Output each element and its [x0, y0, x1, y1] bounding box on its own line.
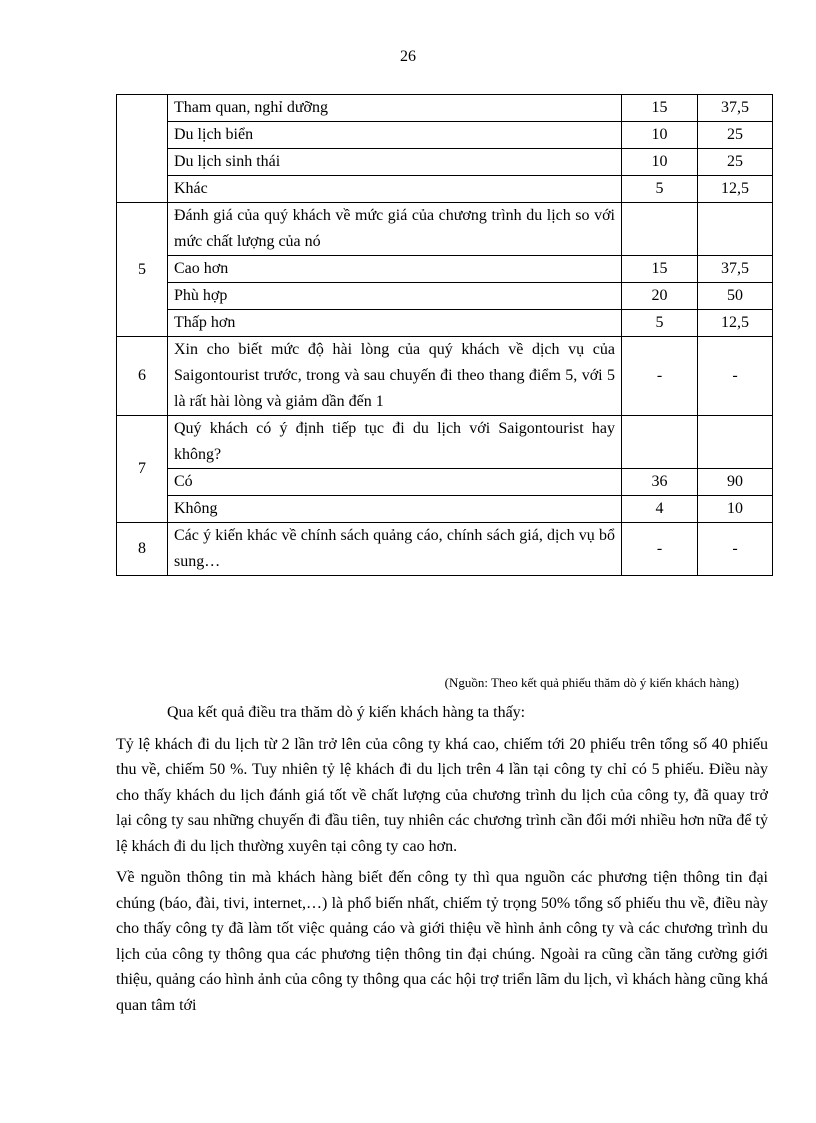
option-percent: 10: [698, 496, 773, 523]
option-percent: 25: [698, 149, 773, 176]
empty-cell: [698, 416, 773, 469]
option-text: Khác: [168, 176, 622, 203]
question-number: 5: [117, 203, 168, 337]
empty-cell: [698, 203, 773, 256]
option-text: Thấp hơn: [168, 310, 622, 337]
page-number: 26: [400, 48, 416, 65]
table-row: [117, 203, 773, 256]
option-text: Có: [168, 469, 622, 496]
table-row: [117, 310, 773, 337]
question-text: Quý khách có ý định tiếp tục đi du lịch với Saigontourist hay không?: [168, 416, 622, 469]
option-text: Du lịch sinh thái: [168, 149, 622, 176]
table-row: [117, 283, 773, 310]
option-percent: -: [698, 523, 773, 576]
option-count: 5: [622, 310, 698, 337]
paragraph: Về nguồn thông tin mà khách hàng biết đến công ty thì qua nguồn các phương tiện thông tin đại chúng (báo, đài, tivi, internet,…) là phổ biến nhất, chiếm tỷ trọng 50% tổng số phiếu thu về, điều này cho thấy công ty đã làm tốt việc quảng cáo và giới thiệu về hình ảnh công ty và các chương trình du lịch của công ty thông qua các phương tiện thông tin đại chúng. Ngoài ra cũng cần tăng cường giới thiệu, quảng cáo hình ảnh của công ty thông qua các hội trợ triển lãm du lịch, vì khách hàng cũng khá quan tâm tới: [116, 869, 768, 1014]
table-row: [117, 337, 773, 416]
question-text: Các ý kiến khác về chính sách quảng cáo, chính sách giá, dịch vụ bổ sung…: [168, 523, 622, 576]
table-row: [117, 469, 773, 496]
option-percent: 12,5: [698, 310, 773, 337]
option-count: 10: [622, 122, 698, 149]
table-row: [117, 122, 773, 149]
option-text: Cao hơn: [168, 256, 622, 283]
source-note: (Nguồn: Theo kết quả phiếu thăm dò ý kiến khách hàng): [444, 675, 739, 690]
option-count: 20: [622, 283, 698, 310]
option-count: 10: [622, 149, 698, 176]
table-row: [117, 149, 773, 176]
option-text: Du lịch biển: [168, 122, 622, 149]
option-percent: 50: [698, 283, 773, 310]
intro-paragraph: Qua kết quả điều tra thăm dò ý kiến khách hàng ta thấy:: [167, 704, 526, 721]
option-text: Tham quan, nghỉ dưỡng: [168, 95, 622, 122]
empty-cell: [622, 203, 698, 256]
option-percent: 90: [698, 469, 773, 496]
option-count: -: [622, 523, 698, 576]
survey-results-table: [116, 94, 773, 576]
option-count: -: [622, 337, 698, 416]
option-count: 15: [622, 256, 698, 283]
question-number: 8: [117, 523, 168, 576]
table-row: [117, 496, 773, 523]
table-row: [117, 256, 773, 283]
empty-cell: [622, 416, 698, 469]
option-count: 5: [622, 176, 698, 203]
option-percent: 37,5: [698, 95, 773, 122]
question-number-cell: [117, 95, 168, 203]
option-count: 4: [622, 496, 698, 523]
option-percent: 25: [698, 122, 773, 149]
option-percent: 37,5: [698, 256, 773, 283]
table-row: [117, 176, 773, 203]
option-count: 15: [622, 95, 698, 122]
option-percent: -: [698, 337, 773, 416]
paragraph: Tỷ lệ khách đi du lịch từ 2 lần trở lên của công ty khá cao, chiếm tới 20 phiếu trên tổng số 40 phiếu thu về, chiếm 50 %. Tuy nhiên tỷ lệ khách đi du lịch trên 4 lần tại công ty chỉ có 5 phiếu. Điều này cho thấy khách du lịch đánh giá tốt về chất lượng của chương trình du lịch của công ty, đã quay trở lại công ty sau những chuyến đi đầu tiên, tuy nhiên các chương trình cần đổi mới nhiều hơn nữa để tỷ lệ khách đi du lịch thường xuyên tại công ty cao hơn.: [116, 735, 768, 855]
question-text: Xin cho biết mức độ hài lòng của quý khách về dịch vụ của Saigontourist trước, trong và sau chuyến đi theo thang điểm 5, với 5 là rất hài lòng và giảm dần đến 1: [168, 337, 622, 416]
question-number: 7: [117, 416, 168, 523]
question-text: Đánh giá của quý khách về mức giá của chương trình du lịch so với mức chất lượng của nó: [168, 203, 622, 256]
option-percent: 12,5: [698, 176, 773, 203]
option-text: Phù hợp: [168, 283, 622, 310]
table-row: [117, 95, 773, 122]
option-text: Không: [168, 496, 622, 523]
table-row: [117, 523, 773, 576]
option-count: 36: [622, 469, 698, 496]
question-number: 6: [117, 337, 168, 416]
body-text: [116, 700, 768, 1024]
table-row: [117, 416, 773, 469]
